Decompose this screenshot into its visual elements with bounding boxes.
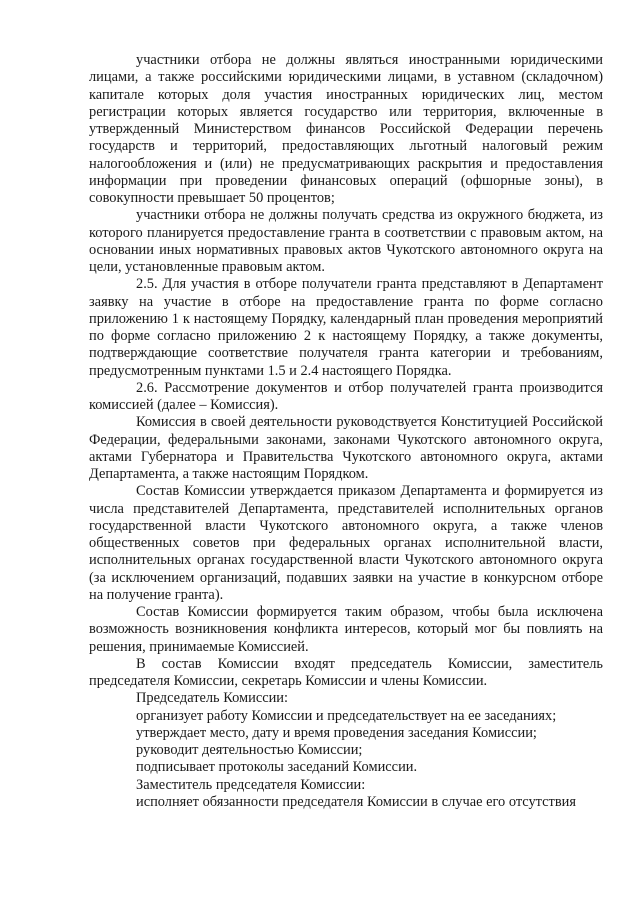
- list-item: руководит деятельностью Комиссии;: [136, 742, 363, 758]
- deputy-chairman-heading: Заместитель председателя Комиссии:: [136, 776, 366, 793]
- paragraph-offshore-restriction: участники отбора не должны являться иностранными юридическими лицами, а также российскими юридическими лицами, в уставном (складочном) капитале которых доля участия иностранных юридических лиц, местом регистрации которых является государство или территория, включенные в утвержденный Министерством финансов Российской Федерации перечень государств и территорий, предоставляющих льготный налоговый режим налогообложения и (или) не предусматривающих раскрытия и предоставления информации при проведении финансовых операций (офшорные зоны), в совокупности превышает 50 процентов;: [89, 52, 603, 206]
- chairman-heading: Председатель Комиссии:: [136, 690, 289, 707]
- paragraph-2-6: 2.6. Рассмотрение документов и отбор получателей гранта производится комиссией (далее – Комиссия).: [89, 379, 603, 413]
- list-item: исполняет обязанности председателя Комиссии в случае его отсутствия: [136, 793, 576, 810]
- paragraph-commission-guidance: Комиссия в своей деятельности руководствуется Конституцией Российской Федерации, федеральными законами, законами Чукотского автономного округа, актами Губернатора и Правительства Чукотского автономного округа, актами Департамента, а также настоящим Порядком.: [89, 414, 603, 482]
- paragraph-commission-members: В состав Комиссии входят председатель Комиссии, заместитель председателя Комиссии, секретарь Комиссии и члены Комиссии.: [89, 655, 603, 689]
- list-item: организует работу Комиссии и председательствует на ее заседаниях;: [136, 707, 557, 724]
- paragraph-2-5: 2.5. Для участия в отборе получатели гранта представляют в Департамент заявку на участие в отборе на предоставление гранта по форме согласно приложению 1 к настоящему Порядку, календарный план проведения мероприятий по форме согласно приложению 2 к настоящему Порядку, а также документы, подтверждающие соответствие получателя гранта категории и требованиям, предусмотренным пунктами 1.5 и 2.4 настоящего Порядка.: [89, 276, 603, 379]
- document-page: [89, 52, 603, 811]
- list-item: подписывает протоколы заседаний Комиссии.: [136, 759, 418, 776]
- list-item: утверждает место, дату и время проведения заседания Комиссии;: [136, 724, 537, 741]
- paragraph-conflict-of-interest: Состав Комиссии формируется таким образом, чтобы была исключена возможность возникновения конфликта интересов, который мог бы повлиять на решения, принимаемые Комиссией.: [89, 604, 603, 655]
- paragraph-commission-composition: Состав Комиссии утверждается приказом Департамента и формируется из числа представителей Департамента, представителей исполнительных органов государственной власти Чукотского автономного округа, а также членов общественных советов при федеральных органах исполнительной власти, исполнительных органах государственной власти Чукотского автономного округа (за исключением организаций, подавших заявки на участие в конкурсном отборе на получение гранта).: [89, 483, 603, 603]
- paragraph-budget-restriction: участники отбора не должны получать средства из окружного бюджета, из которого планируется предоставление гранта в соответствии с правовым актом, на основании иных нормативных правовых актов Чукотского автономного округа на цели, установленные правовым актом.: [89, 207, 603, 275]
